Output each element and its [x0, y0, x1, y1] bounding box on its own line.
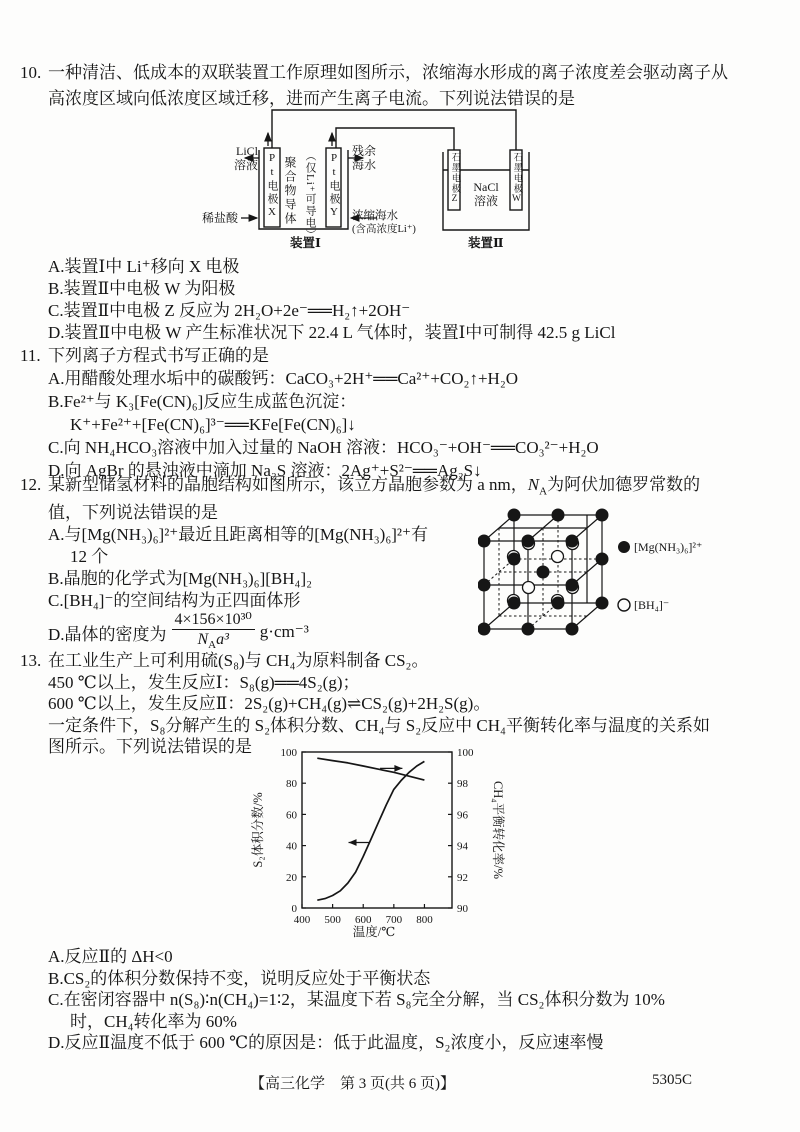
- right-tick-label: 94: [457, 840, 468, 853]
- legend-open-label: [BH₄]⁻: [634, 598, 670, 612]
- dilute-hcl-label: 稀盐酸: [202, 211, 239, 225]
- curve-right: [317, 758, 424, 780]
- q13-stem-line-4: 一定条件下，S₈分解产生的 S₂体积分数、CH₄与 S₂反应中 CH₄平衡转化率与温度的关系如: [48, 715, 710, 735]
- q13-option-b: B.CS₂的体积分数保持不变，说明反应处于平衡状态: [48, 968, 431, 988]
- q11-option-a: A.用醋酸处理水垢中的碳酸钙：CaCO₃+2H⁺══Ca²⁺+CO₂↑+H₂O: [48, 369, 519, 388]
- licl-solution-label: LiCl 溶液: [233, 144, 258, 172]
- q10-number: 10.: [20, 63, 42, 82]
- q13-option-c-line-2: 时，CH₄转化率为 60%: [70, 1011, 237, 1031]
- x-tick-label: 700: [385, 914, 403, 926]
- density-fraction: $\frac{\text{4×156×10³⁰}}{N_Aa^3}$: [172, 610, 255, 655]
- right-tick-label: 98: [457, 778, 468, 791]
- q10-option-a: A.装置Ⅰ中 Li⁺移向 X 电极: [48, 257, 240, 276]
- q10-option-b: B.装置Ⅱ中电极 W 为阳极: [48, 279, 236, 298]
- right-axis-title: CH₄平衡转化率/%: [491, 780, 505, 880]
- polymer-conductor-label: 聚合物导体: [283, 156, 297, 226]
- q12-option-d: D.晶体的密度为 $\frac{\text{4×156×10³⁰}}{N_Aa^3}$ g·cm⁻³: [48, 612, 800, 652]
- q13-option-a: A.反应Ⅱ的 ΔH<0: [48, 947, 173, 966]
- q10-options: [0, 256, 800, 344]
- residual-seawater-label: 残余 海水: [352, 144, 377, 172]
- q13-stem-line-3: 600 ℃以上，发生反应Ⅱ：2S₂(g)+CH₄(g)⇌CS₂(g)+2H₂S(g)。: [48, 694, 491, 713]
- q13-number: 13.: [20, 651, 42, 670]
- x-tick-label: 600: [354, 914, 372, 926]
- axis-arrow-head: [349, 839, 357, 846]
- chart-plot-elements: [281, 747, 475, 926]
- concentrated-seawater-label: 浓缩海水 (含高浓度Li⁺): [352, 210, 416, 235]
- question-11: [0, 344, 800, 482]
- left-tick-label: 80: [286, 778, 297, 791]
- x-tick-label: 500: [324, 914, 341, 926]
- paper-code: 5305C: [652, 1072, 693, 1088]
- footer-title: 【高三化学 第 3 页(共 6 页)】: [250, 1076, 455, 1092]
- axis-arrow-head: [394, 765, 402, 772]
- left-tick-label: 0: [291, 903, 297, 915]
- question-10: [0, 60, 800, 112]
- q12-stem-line-2: 值，下列说法错误的是: [48, 503, 218, 523]
- q10-stem-text: 一种清洁、低成本的双联装置工作原理如图所示，浓缩海水形成的离子浓度差会驱动离子从: [48, 63, 728, 82]
- x-axis-title: 温度/℃: [352, 925, 396, 939]
- q10-stem-line-1: [0, 60, 800, 86]
- q12-option-a-line-1: A.与[Mg(NH₃)₆]²⁺最近且距离相等的[Mg(NH₃)₆]²⁺有: [48, 525, 429, 545]
- q12-option-b: B.晶胞的化学式为[Mg(NH₃)₆][BH₄]₂: [48, 569, 313, 589]
- right-tick-label: 100: [457, 747, 474, 759]
- q13-stem-line-5: 图所示。下列说法错误的是: [48, 737, 252, 756]
- plot-frame: [302, 752, 452, 908]
- x-tick-label: 400: [293, 914, 311, 926]
- q11-stem: [0, 344, 800, 367]
- q13-stem-line-1: 13. 在工业生产上可利用硫(S₈)与 CH₄为原料制备 CS₂。: [20, 651, 429, 670]
- q10-stem-line-2: 高浓度区域向低浓度区域迁移，进而产生离子电流。下列说法错误的是: [48, 89, 575, 108]
- graphite-z-label: 石墨电极Z: [449, 152, 460, 205]
- left-tick-label: 60: [286, 809, 297, 822]
- wire-x-to-w: [272, 110, 516, 150]
- q10-option-c: C.装置Ⅱ中电极 Z 反应为 2H₂O+2e⁻══H₂↑+2OH⁻: [48, 301, 411, 320]
- legend-open-dot: [618, 599, 630, 611]
- electrochemical-device-diagram: [180, 106, 590, 254]
- q10-option-d: D.装置Ⅱ中电极 W 产生标准状况下 22.4 L 气体时，装置Ⅰ中可制得 42.5 g LiCl: [48, 323, 616, 342]
- polymer-note-label: （仅Li⁺可导电）: [304, 150, 316, 241]
- q13-option-d: D.反应Ⅱ温度不低于 600 ℃的原因是：低于此温度，S₂浓度小，反应速率慢: [48, 1033, 604, 1052]
- device-1-label: 装置Ⅰ: [290, 236, 321, 250]
- x-tick-label: 800: [416, 914, 433, 926]
- right-tick-label: 92: [457, 871, 468, 884]
- s2-ch4-temperature-chart: [246, 740, 512, 940]
- left-tick-label: 100: [280, 747, 297, 759]
- graphite-w-label: 石墨电极W: [511, 152, 522, 205]
- unit-cell-figure: [478, 503, 710, 651]
- q11-number: 11.: [20, 346, 41, 365]
- q12-stem-line-1: 12. 某新型储氢材料的晶胞结构如图所示，该立方晶胞参数为 a nm，$N_A$为阿伏加德罗常数的: [20, 475, 701, 498]
- legend-filled-dot: [618, 541, 630, 553]
- q11-option-b-line-2: K⁺+Fe²⁺+[Fe(CN)₆]³⁻══KFe[Fe(CN)₆]↓: [70, 415, 356, 434]
- q11-stem-text: 下列离子方程式书写正确的是: [48, 346, 269, 365]
- q12-option-a-line-2: 12 个: [70, 547, 109, 567]
- curve-left: [317, 761, 424, 900]
- device-2-label: 装置Ⅱ: [468, 236, 504, 250]
- q11-option-c: C.向 NH₄HCO₃溶液中加入过量的 NaOH 溶液：HCO₃⁻+OH⁻══CO₃²⁻+H₂O: [48, 438, 599, 457]
- q13-stem-line-2: 450 ℃以上，发生反应Ⅰ：S₈(g)══4S₂(g)；: [48, 672, 360, 692]
- q13-option-c-line-1: C.在密闭容器中 n(S₈)∶n(CH₄)=1∶2，某温度下若 S₈完全分解，当 CS₂体积分数为 10%: [48, 990, 665, 1009]
- electrode-y-label: Pt电极Y: [328, 152, 340, 220]
- q13-options: [0, 946, 800, 1054]
- legend-filled-label: [Mg(NH₃)₆]²⁺: [634, 540, 703, 554]
- nacl-solution-label: NaCl 溶液: [473, 180, 499, 208]
- left-axis-title: S₂体积分数/%: [251, 792, 265, 868]
- q11-option-b-line-1: B.Fe²⁺与 K₃[Fe(CN)₆]反应生成蓝色沉淀：: [48, 392, 357, 411]
- right-tick-label: 90: [457, 903, 468, 915]
- right-tick-label: 96: [457, 809, 468, 822]
- left-tick-label: 40: [286, 840, 297, 853]
- q11-option-d: D.向 AgBr 的悬浊液中滴加 Na₂S 溶液：2Ag⁺+S²⁻══Ag₂S↓: [48, 461, 482, 480]
- electrode-x-label: Pt电极X: [266, 152, 278, 220]
- q12-option-c: C.[BH₄]⁻的空间结构为正四面体形: [48, 591, 301, 611]
- left-tick-label: 20: [286, 871, 297, 884]
- q12-number: 12.: [20, 475, 42, 494]
